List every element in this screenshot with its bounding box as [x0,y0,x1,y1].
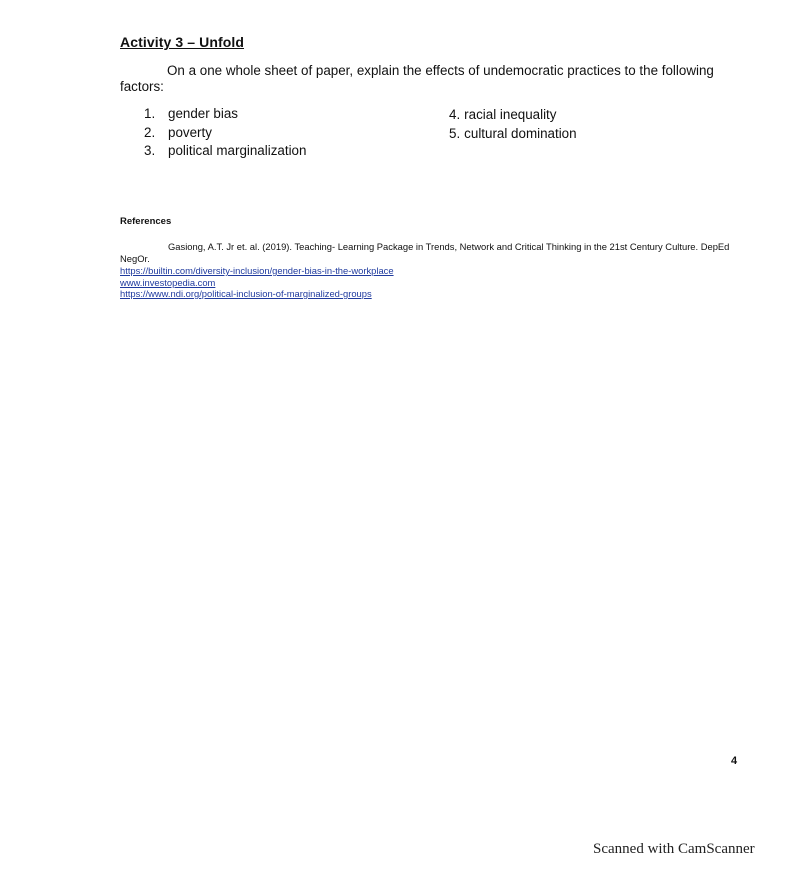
activity-title: Activity 3 – Unfold [120,34,245,50]
reference-link-investopedia[interactable]: www.investopedia.com [120,276,216,288]
list-item-text: cultural domination [464,125,577,141]
references-heading: References [120,216,172,227]
list-item [144,105,306,124]
activity-instruction: On a one whole sheet of paper, explain the effects of undemocratic practices to the following factors: [120,63,714,94]
list-item [449,125,577,144]
list-item-text: racial inequality [464,107,557,122]
list-item-number: 2. [144,124,156,140]
reference-citation: Gasiong, A.T. Jr et. al. (2019). Teaching- Learning Package in Trends, Network and Critical Thinking in the 21st Century Culture. DepEd NegOr. [120,241,730,264]
list-item-text: poverty [168,124,212,140]
list-item-text: gender bias [168,106,238,121]
list-item [449,106,577,125]
list-item-number: 4. [449,107,461,122]
reference-link-ndi[interactable]: https://www.ndi.org/political-inclusion-of-marginalized-groups [120,288,372,299]
list-item-number: 3. [144,143,156,158]
page-number: 4 [731,755,738,767]
factors-list-left [144,105,306,161]
scanner-watermark: Scanned with CamScanner [593,841,755,857]
list-item [144,142,306,161]
factors-list-right [449,106,577,143]
list-item [144,124,306,143]
list-item-number: 1. [144,106,156,121]
list-item-number: 5. [449,125,461,141]
list-item-text: political marginalization [168,143,307,158]
reference-link-gender-bias[interactable]: https://builtin.com/diversity-inclusion/gender-bias-in-the-workplace [120,265,394,276]
reference-links [120,265,394,300]
